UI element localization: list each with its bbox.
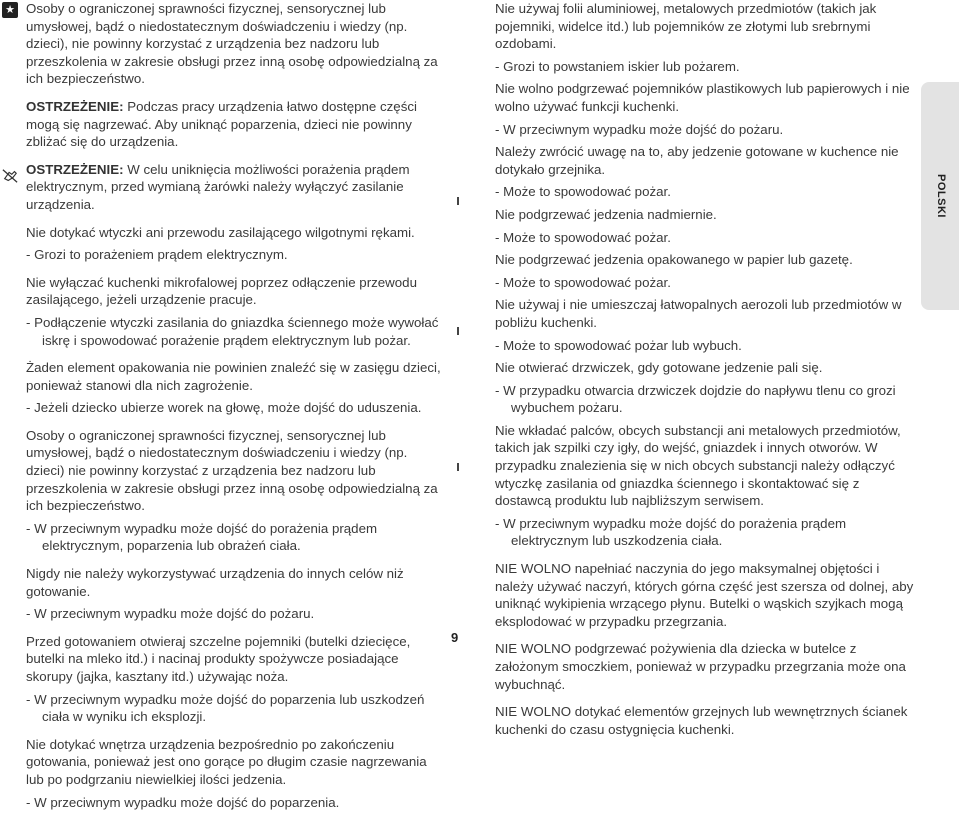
- paragraph: Nie otwierać drzwiczek, gdy gotowane jedzenie pali się.: [495, 360, 823, 376]
- list-item: - W przeciwnym wypadku może dojść do poparzenia lub uszkodzeń ciała w wyniku ich eksplozji.: [26, 691, 425, 725]
- list-item: - Jeżeli dziecko ubierze worek na głowę, może dojść do uduszenia.: [26, 400, 422, 416]
- list-item: - Grozi to porażeniem prądem elektrycznym.: [26, 247, 288, 263]
- divider-mark: [457, 327, 459, 335]
- list-item: - Może to spowodować pożar.: [495, 229, 671, 245]
- paragraph: Nie wolno podgrzewać pojemników plastikowych lub papierowych i nie wolno używać funkcji kuchenki.: [495, 81, 910, 114]
- language-tab-label: POLSKI: [934, 174, 947, 218]
- paragraph: Żaden element opakowania nie powinien znaleźć się w zasięgu dzieci, ponieważ stanowi dla nich zagrożenie.: [26, 360, 441, 393]
- list-item: - Może to spowodować pożar lub wybuch.: [495, 337, 742, 353]
- paragraph: Nie dotykać wnętrza urządzenia bezpośrednio po zakończeniu gotowania, ponieważ jest ono gorące po długim czasie nagrzewania lub po podgrzaniu niewielkiej ilości jedzenia.: [26, 736, 427, 787]
- paragraph: NIE WOLNO napełniać naczynia do jego maksymalnej objętości i należy używać naczyń, których górna część jest szersza od dolnej, aby uniknąć wykipienia wrzącego płynu. Butelki o wąskich szyjkach mogą eksplodować w przypadku przegrzania.: [495, 561, 914, 629]
- warning-label: OSTRZEŻENIE:: [26, 161, 124, 177]
- list-item: - W przeciwnym wypadku może dojść do pożaru.: [26, 606, 315, 622]
- list-item: - W przeciwnym wypadku może dojść do poparzenia.: [26, 794, 340, 810]
- language-tab: [921, 82, 959, 310]
- paragraph: Osoby o ograniczonej sprawności fizycznej, sensorycznej lub umysłowej, bądź o niedostatecznym doświadczeniu i wiedzy (np. dzieci) nie powinny korzystać z urządzenia bez nadzoru lub przeszkolenia w zakresie obsługi przez inną osobę odpowiedzialną za ich bezpieczeństwo.: [26, 427, 438, 514]
- warning-paragraph: [26, 161, 446, 214]
- warning-label: OSTRZEŻENIE:: [26, 98, 124, 114]
- divider-mark: [457, 463, 459, 471]
- paragraph: Osoby o ograniczonej sprawności fizycznej, sensorycznej lub umysłowej, bądź o niedostatecznym doświadczeniu i wiedzy (np. dzieci), nie powinny korzystać z urządzenia bez nadzoru lub przeszkolenia w zakresie obsługi przez inną osobę odpowiedzialną za ich bezpieczeństwo.: [26, 1, 438, 87]
- paragraph: Nie wkładać palców, obcych substancji ani metalowych przedmiotów, takich jak szpilki czy igły, do wejść, gniazdek i innych otworów. W przypadku znalezienia się w nich obcych substancji należy odłączyć wtyczkę zasilania od gniazdka ściennego i skontaktować się z dostawcą produktu lub najbliższym serwisem.: [495, 422, 901, 509]
- list-item: - W przeciwnym wypadku może dojść do porażenia prądem elektrycznym lub uszkodzenia ciała.: [495, 515, 847, 549]
- list-item: - W przeciwnym wypadku może dojść do pożaru.: [495, 121, 784, 137]
- paragraph: Nie wyłączać kuchenki mikrofalowej poprzez odłączenie przewodu zasilającego, jeżeli urządzenie pracuje.: [26, 274, 417, 308]
- list-item: - W przeciwnym wypadku może dojść do porażenia prądem elektrycznym, poparzenia lub obrażeń ciała.: [26, 520, 378, 554]
- warning-text: W celu uniknięcia możliwości porażenia prądem elektrycznym, przed wymianą żarówki należy wyłączyć zasilanie urządzenia.: [26, 161, 410, 212]
- left-column: [26, 0, 446, 816]
- page-number: 9: [451, 630, 459, 645]
- star-icon: ★: [2, 2, 18, 18]
- list-item: - Może to spowodować pożar.: [495, 274, 671, 290]
- divider-mark: [457, 197, 459, 205]
- list-item: - Grozi to powstaniem iskier lub pożarem.: [495, 58, 740, 74]
- paragraph: Nie podgrzewać jedzenia nadmiernie.: [495, 206, 717, 222]
- list-item: - Może to spowodować pożar.: [495, 184, 671, 200]
- paragraph: Nie dotykać wtyczki ani przewodu zasilającego wilgotnymi rękami.: [26, 224, 415, 240]
- paragraph: Nie podgrzewać jedzenia opakowanego w papier lub gazetę.: [495, 252, 853, 268]
- paragraph: Nigdy nie należy wykorzystywać urządzenia do innych celów niż gotowanie.: [26, 566, 404, 599]
- paragraph: Należy zwrócić uwagę na to, aby jedzenie gotowane w kuchence nie dotykało grzejnika.: [495, 144, 899, 177]
- list-item: - Podłączenie wtyczki zasilania do gniazdka ściennego może wywołać iskrę i spowodować porażenie prądem elektrycznym lub pożar.: [26, 314, 439, 348]
- warning-paragraph: [26, 98, 446, 151]
- paragraph: Nie używaj folii aluminiowej, metalowych przedmiotów (takich jak pojemniki, widelce itd.) lub pojemników ze złotymi lub srebrnymi ozdobami.: [495, 1, 877, 52]
- warning-text: Podczas pracy urządzenia łatwo dostępne części mogą się nagrzewać. Aby uniknąć poparzenia, dzieci nie powinny zbliżać się do urządzenia.: [26, 98, 417, 150]
- right-column: [495, 0, 915, 743]
- paragraph: NIE WOLNO dotykać elementów grzejnych lub wewnętrznych ścianek kuchenki do czasu ostygnięcia kuchenki.: [495, 704, 908, 737]
- list-item: - W przypadku otwarcia drzwiczek dojdzie do napływu tlenu co grozi wybuchem pożaru.: [495, 382, 896, 416]
- paragraph: Nie używaj i nie umieszczaj łatwopalnych aerozoli lub przedmiotów w pobliżu kuchenki.: [495, 297, 902, 330]
- paragraph: Przed gotowaniem otwieraj szczelne pojemniki (butelki dziecięce, butelki na mleko itd.) i nacinaj produkty spożywcze posiadające skorupy (jajka, kasztany itd.) używając noża.: [26, 633, 411, 684]
- paragraph: NIE WOLNO podgrzewać pożywienia dla dziecka w butelce z założonym smoczkiem, ponieważ w przypadku przegrzania może ona wybuchnąć.: [495, 641, 906, 692]
- crossed-hand-icon: [2, 168, 18, 184]
